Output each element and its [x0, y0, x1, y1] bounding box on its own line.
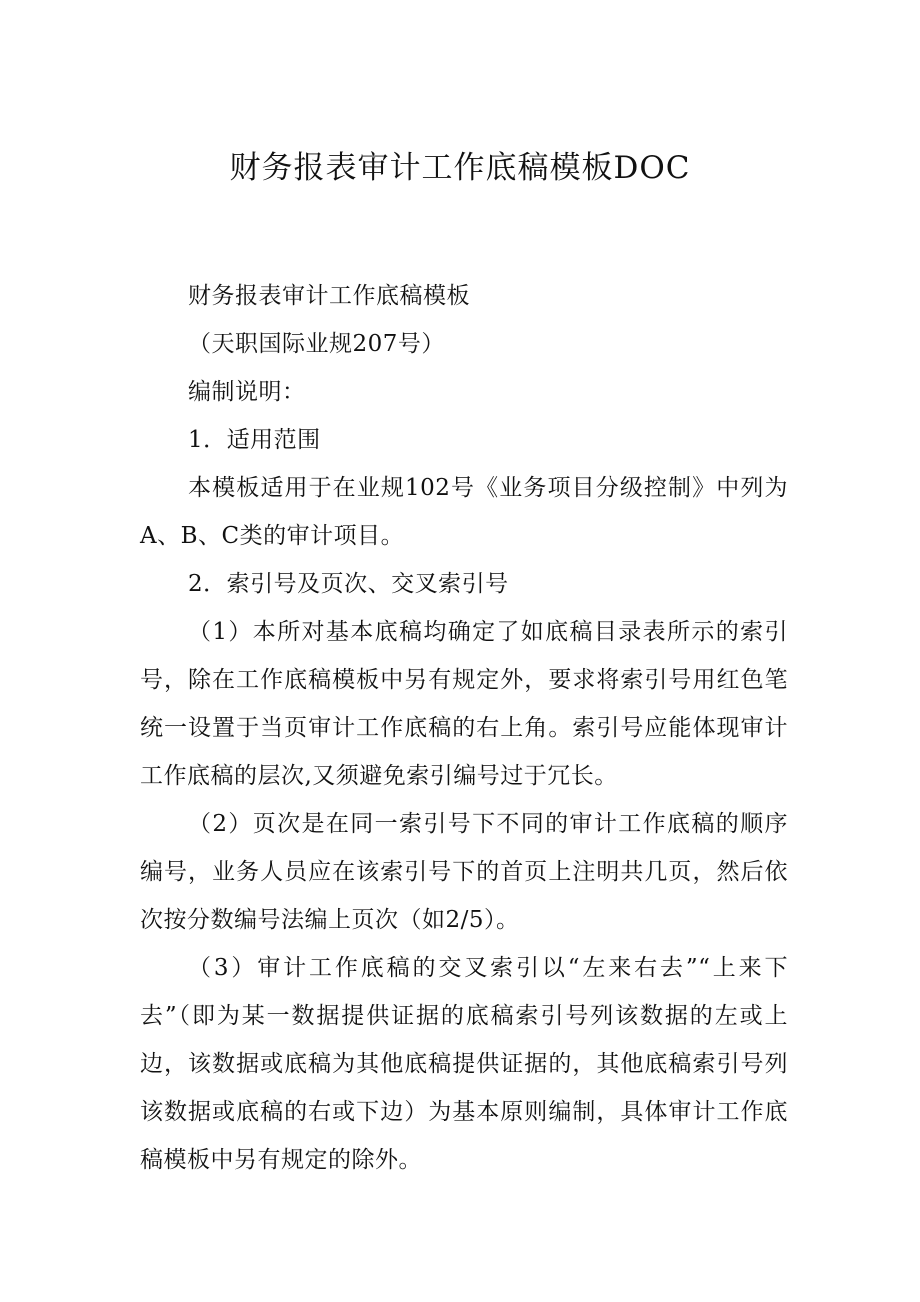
page-number-paragraph: （2）页次是在同一索引号下不同的审计工作底稿的顺序编号，业务人员应在该索引号下的首页上注明共几页，然后依次按分数编号法编上页次（如2/5）。 [140, 811, 788, 933]
instructions-heading: 编制说明： [188, 379, 306, 405]
section-2-heading: 2．索引号及页次、交叉索引号 [188, 571, 509, 597]
document-title: 财务报表审计工作底稿模板DOC [229, 150, 691, 186]
index-number-paragraph: （1）本所对基本底稿均确定了如底稿目录表所示的索引号，除在工作底稿模板中另有规定外，要求将索引号用红色笔统一设置于当页审计工作底稿的右上角。索引号应能体现审计工作底稿的层次,又须避免索引编号过于冗长。 [140, 619, 788, 789]
document-body [140, 272, 788, 1184]
subtitle-paragraph: 财务报表审计工作底稿模板 [188, 283, 470, 309]
scope-paragraph: 本模板适用于在业规102号《业务项目分级控制》中列为A、B、C类的审计项目。 [140, 475, 788, 549]
regulation-number-paragraph: （天职国际业规207号） [188, 331, 445, 357]
section-1-heading: 1．适用范围 [188, 427, 321, 453]
cross-index-paragraph: （3）审计工作底稿的交叉索引以“左来右去”“上来下去”（即为某一数据提供证据的底稿索引号列该数据的左或上边，该数据或底稿为其他底稿提供证据的，其他底稿索引号列该数据或底稿的右或下边）为基本原则编制，具体审计工作底稿模板中另有规定的除外。 [140, 955, 788, 1173]
